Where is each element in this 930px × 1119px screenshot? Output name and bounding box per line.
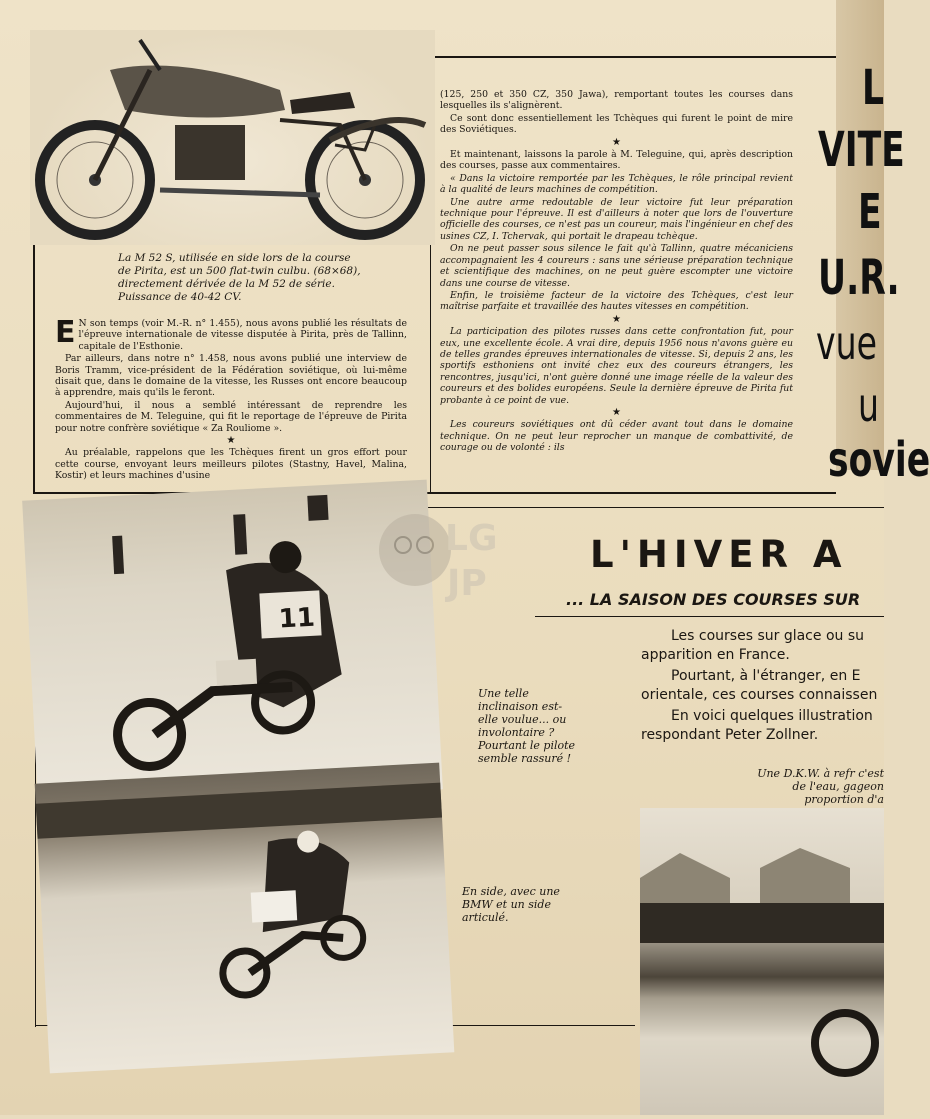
side-title-line-3: E (858, 184, 882, 240)
section-star: ★ (612, 406, 621, 418)
left-paragraph-2: Par ailleurs, dans notre n° 1.458, nous avons publié une interview de Boris Tramm, vice-président de la Fédération soviétique, où lui-même disait que, dans le domaine de la vitesse, les Russes ont encore beaucoup à apprendre, mais qu'ils le feront. (55, 353, 407, 399)
side-title-line-6: u (858, 378, 879, 432)
side-title-line-7: sovie (828, 432, 930, 488)
winter-intro (641, 627, 884, 747)
section-star: ★ (612, 313, 621, 325)
ice-racer-photo-2 (35, 763, 455, 1074)
left-paragraph-4: Au préalable, rappelons que les Tchèques firent un gros effort pour cette course, envoyant leurs meilleurs pilotes (Stastny, Havel, Malina, Kostir) et leurs machines d'usine (55, 447, 407, 482)
left-paragraph-1: N son temps (voir M.-R. n° 1.455), nous avons publié les résultats de l'épreuve internationale de vitesse disputée à Pirita, près de Tallinn, capitale de l'Esthonie. (78, 318, 407, 352)
section-star: ★ (612, 136, 621, 148)
left-paragraph-3: Aujourd'hui, il nous a semblé intéressant de reprendre les commentaires de M. Teleguine, qui fit le reportage de l'épreuve de Pirita pour notre confrère soviétique « Za Rouliome ». (55, 399, 407, 434)
right-paragraph-7: Enfin, le troisième facteur de la victoire des Tchèques, c'est leur maîtrise parfaite et travaillée des hautes vitesses en compétition. (440, 289, 793, 313)
watermark-text-2: JP (447, 563, 487, 604)
caption-inclination: Une telle inclinaison est-elle voulue... ou involontaire ? Pourtant le pilote semble rassuré ! (478, 687, 576, 765)
ice-racer-photo-3 (640, 808, 884, 1115)
side-title-line-5: vue (816, 316, 877, 370)
right-article-column (440, 89, 793, 455)
right-paragraph-8: La participation des pilotes russes dans cette confrontation fut, pour eux, une excellente école. A vrai dire, depuis 1956 nous n'avons guère eu de telles grandes épreuves internationales de vitesse. Si, depuis 2 ans, les sportifs esthoniens ont invité chez eux des coureurs étrangers, les rencontres, jusqu'ici, n'ont guère donné une image réelle de la valeur des coureurs et des bolides européens. Seule la dernière épreuve de Pirita fut probante à ce point de vue. (440, 326, 793, 406)
watermark-logo (375, 505, 515, 605)
right-paragraph-1: (125, 250 et 350 CZ, 350 Jawa), remportant toutes les courses dans lesquelles ils s'alignèrent. (440, 89, 793, 112)
motorcycle-photo (30, 30, 435, 245)
caption-dkw: Une D.K.W. à refr c'est de l'eau, gageon proportion d'a (757, 767, 884, 806)
motorcycle-caption: La M 52 S, utilisée en side lors de la course de Pirita, est un 500 flat-twin culbu. (68×68), directement dérivée de la M 52 de série. Puissance de 40-42 CV. (118, 252, 361, 303)
right-paragraph-2: Ce sont donc essentiellement les Tchèques qui furent le point de mire des Soviétiques. (440, 112, 793, 136)
side-title-line-4: U.R. (818, 250, 900, 306)
winter-title: L'HIVER A (590, 533, 848, 576)
watermark-text-1: LG (445, 518, 498, 559)
right-paragraph-4: « Dans la victoire remportée par les Tchèques, le rôle principal revient à la qualité de leurs machines de compétition. (440, 172, 793, 196)
right-paragraph-6: On ne peut passer sous silence le fait qu'à Tallinn, quatre mécaniciens accompagnaient les 4 coureurs : sans une sérieuse préparation technique et scientifique des machines, on ne peut guère escompter une victoire dans une course de vitesse. (440, 243, 793, 289)
rider-number: 11 (277, 602, 316, 635)
winter-intro-1: Les courses sur glace ou su apparition en France. (641, 628, 864, 663)
caption-bmw-side: En side, avec une BMW et un side articulé. (462, 885, 560, 924)
side-title-line-1: L (862, 60, 885, 116)
right-paragraph-3: Et maintenant, laissons la parole à M. Teleguine, qui, après description des courses, passe aux commentaires. (440, 149, 793, 172)
dropcap-letter: E (55, 315, 76, 350)
winter-intro-3: En voici quelques illustration respondant Peter Zollner. (641, 708, 873, 743)
section-star: ★ (226, 435, 236, 447)
left-article-column (55, 315, 407, 483)
right-paragraph-9: Les coureurs soviétiques ont dû céder avant tout dans le domaine technique. On ne peut leur reprocher un manque de combattivité, de courage ou de volonté : ils (440, 419, 793, 454)
side-title-line-2: VITE (818, 122, 905, 178)
right-paragraph-5: Une autre arme redoutable de leur victoire fut leur préparation technique pour l'épreuve. Il est d'ailleurs à noter que lors de l'ouverture officielle des courses, ce n'est pas un coureur, mais l'ingénieur en chef des usines CZ, I. Tchervak, qui portait le drapeau tchèque. (440, 196, 793, 242)
winter-subtitle: ... LA SAISON DES COURSES SUR (566, 590, 861, 609)
subtitle-rule (535, 616, 884, 617)
winter-intro-2: Pourtant, à l'étranger, en E orientale, ces courses connaissen (641, 668, 878, 703)
